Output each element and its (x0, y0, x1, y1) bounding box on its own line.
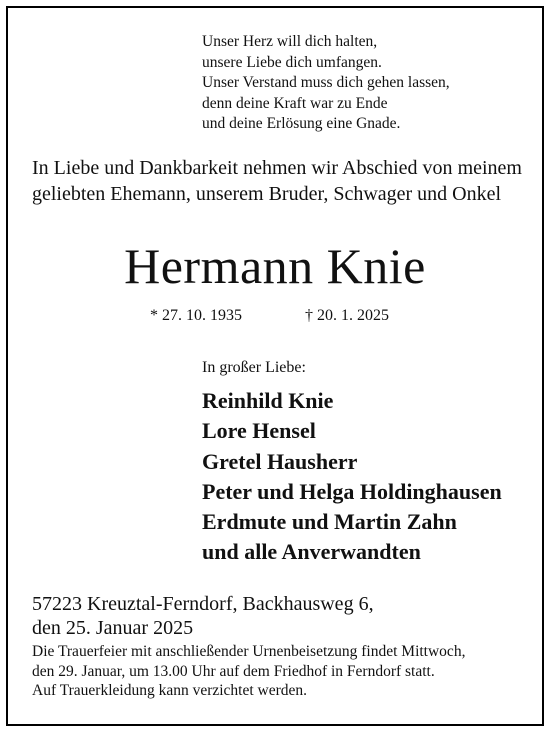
poem-line: denn deine Kraft war zu Ende (202, 94, 388, 112)
birth-date: * 27. 10. 1935 (150, 307, 242, 324)
poem-line: und deine Erlösung eine Gnade. (202, 115, 401, 132)
funeral-notice (32, 642, 522, 701)
mourner-name: Lore Hensel (202, 418, 316, 444)
mourner-name: Peter und Helga Holdinghausen (202, 478, 502, 504)
date-line: den 25. Januar 2025 (32, 617, 194, 639)
mourners-list (202, 386, 502, 568)
address-line: 57223 Kreuztal-Ferndorf, Backhausweg 6, (32, 593, 374, 615)
notice-line: Auf Trauerkleidung kann verzichtet werden. (32, 682, 308, 699)
mourner-name: Erdmute und Martin Zahn (202, 509, 457, 535)
notice-line: Die Trauerfeier mit anschließender Urnenbeisetzung findet Mittwoch, (32, 643, 466, 660)
notice-line: den 29. Januar, um 13.00 Uhr auf dem Friedhof in Ferndorf statt. (32, 662, 435, 680)
poem-line: Unser Herz will dich halten, (202, 33, 378, 50)
poem-line: unsere Liebe dich umfangen. (202, 53, 382, 71)
poem (202, 32, 450, 135)
poem-line: Unser Verstand muss dich gehen lassen, (202, 74, 450, 91)
address-block (32, 592, 374, 640)
mourner-name: Gretel Hausherr (202, 448, 358, 474)
mourner-name: und alle Anverwandten (202, 539, 421, 565)
death-date: † 20. 1. 2025 (305, 307, 389, 324)
obituary-card (6, 6, 544, 726)
intro-text: In Liebe und Dankbarkeit nehmen wir Abschied von meinem geliebten Ehemann, unserem Bruder, Schwager und Onkel (32, 157, 522, 205)
in-love-label: In großer Liebe: (202, 359, 306, 376)
mourner-name: Reinhild Knie (202, 388, 334, 413)
deceased-name: Hermann Knie (124, 238, 426, 294)
